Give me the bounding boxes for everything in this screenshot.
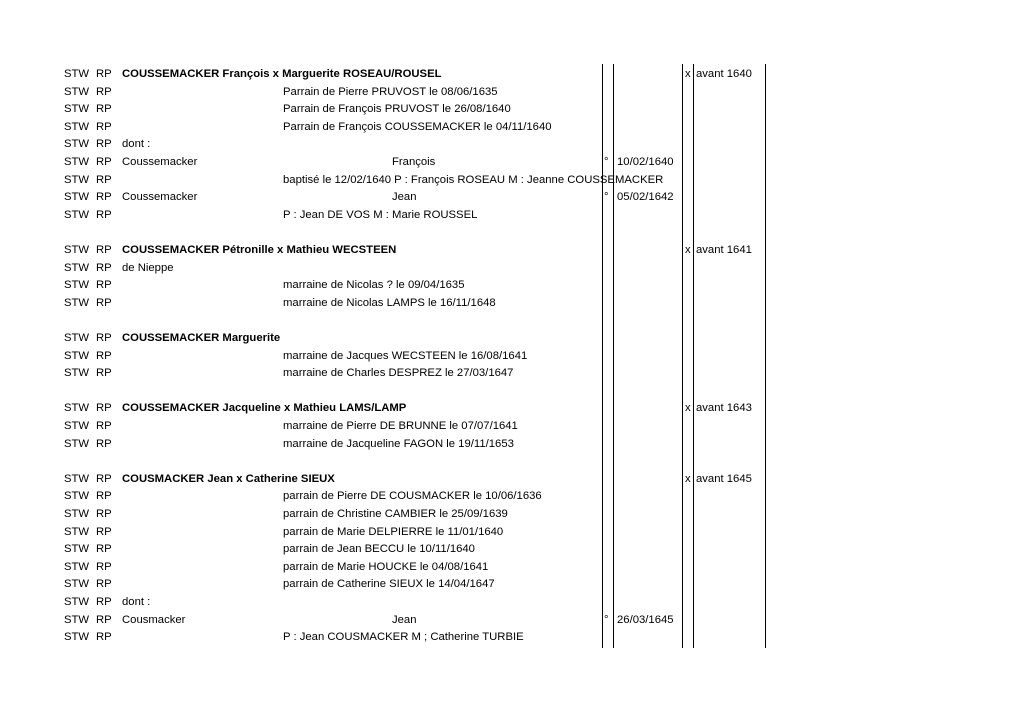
parish-code: STW — [64, 543, 90, 556]
event-cell: P : Jean COUSMACKER M ; Catherine TURBIE — [283, 631, 524, 644]
column-divider — [693, 64, 694, 648]
event-cell: marraine de Nicolas ? le 09/04/1635 — [283, 279, 465, 292]
register-code: RP — [96, 138, 112, 151]
table-row — [0, 348, 1024, 366]
parish-code: STW — [64, 613, 90, 626]
register-code: RP — [96, 508, 112, 520]
register-code: RP — [96, 613, 112, 626]
date-cell: 10/02/1640 — [617, 156, 674, 168]
register-code: RP — [96, 68, 112, 80]
event-cell: parrain de Pierre DE COUSMACKER le 10/06/1636 — [283, 490, 542, 503]
parish-code: STW — [64, 367, 90, 380]
parish-code: STW — [64, 244, 90, 256]
table-row — [0, 436, 1024, 454]
given-name-cell: Jean — [392, 191, 417, 204]
event-cell: Parrain de Pierre PRUVOST le 08/06/1635 — [283, 85, 498, 98]
table-row — [0, 400, 1024, 418]
table-row — [0, 295, 1024, 313]
table-row — [0, 66, 1024, 84]
parish-code: STW — [64, 525, 90, 538]
parish-code: STW — [64, 596, 90, 608]
birth-mark: ° — [604, 613, 609, 626]
parish-code: STW — [64, 208, 90, 221]
marriage-mark: x — [685, 402, 691, 415]
table-row — [0, 136, 1024, 154]
event-cell: parrain de Marie DELPIERRE le 11/01/1640 — [283, 525, 504, 538]
marriage-mark: x — [685, 472, 691, 485]
table-row — [0, 559, 1024, 577]
given-name-cell: Jean — [392, 613, 417, 626]
birth-mark: ° — [604, 191, 609, 204]
table-row — [0, 101, 1024, 119]
table-row — [0, 84, 1024, 102]
table-row — [0, 576, 1024, 594]
event-cell: marraine de Pierre DE BRUNNE le 07/07/1641 — [283, 420, 518, 432]
register-code: RP — [96, 332, 112, 344]
parish-code: STW — [64, 560, 90, 573]
parish-code: STW — [64, 402, 90, 415]
parish-code: STW — [64, 508, 90, 520]
event-cell: P : Jean DE VOS M : Marie ROUSSEL — [283, 208, 478, 221]
event-cell: parrain de Catherine SIEUX le 14/04/1647 — [283, 578, 495, 591]
register-code: RP — [96, 420, 112, 432]
parish-code: STW — [64, 420, 90, 432]
register-code: RP — [96, 173, 112, 186]
parish-code: STW — [64, 437, 90, 450]
register-code: RP — [96, 103, 112, 116]
parish-code: STW — [64, 120, 90, 133]
register-code: RP — [96, 402, 112, 415]
parish-code: STW — [64, 173, 90, 186]
name-cell: dont : — [122, 138, 151, 151]
register-code: RP — [96, 296, 112, 309]
date-cell: 05/02/1642 — [617, 191, 674, 204]
event-cell: marraine de Charles DESPREZ le 27/03/1647 — [283, 367, 514, 380]
table-row — [0, 119, 1024, 137]
name-cell: COUSSEMACKER Pétronille x Mathieu WECSTEEN — [122, 244, 397, 256]
parish-code: STW — [64, 349, 90, 362]
given-name-cell: François — [392, 156, 436, 168]
table-row — [0, 172, 1024, 190]
name-cell: de Nieppe — [122, 261, 174, 274]
table-row — [0, 524, 1024, 542]
table-row — [0, 594, 1024, 612]
marriage-date-cell: avant 1641 — [696, 244, 752, 256]
event-cell: marraine de Nicolas LAMPS le 16/11/1648 — [283, 296, 496, 309]
table-row — [0, 189, 1024, 207]
parish-code: STW — [64, 578, 90, 591]
parish-code: STW — [64, 279, 90, 292]
column-divider — [682, 64, 683, 648]
table-row — [0, 506, 1024, 524]
name-cell: Coussemacker — [122, 156, 198, 168]
table-row — [0, 207, 1024, 225]
name-cell: Cousmacker — [122, 613, 186, 626]
table-row — [0, 629, 1024, 647]
register-code: RP — [96, 191, 112, 204]
register-code: RP — [96, 279, 112, 292]
parish-code: STW — [64, 296, 90, 309]
event-cell: Parrain de François PRUVOST le 26/08/1640 — [283, 103, 511, 116]
name-cell: Coussemacker — [122, 191, 198, 204]
table-row — [0, 154, 1024, 172]
register-code: RP — [96, 560, 112, 573]
table-row — [0, 418, 1024, 436]
table-row — [0, 277, 1024, 295]
register-code: RP — [96, 244, 112, 256]
register-code: RP — [96, 156, 112, 168]
marriage-date-cell: avant 1643 — [696, 402, 752, 415]
name-cell: COUSSEMACKER François x Marguerite ROSEAU/ROUSEL — [122, 68, 442, 80]
parish-code: STW — [64, 103, 90, 116]
table-row — [0, 260, 1024, 278]
column-divider — [613, 64, 614, 648]
table-row — [0, 330, 1024, 348]
table-row — [0, 612, 1024, 630]
birth-mark: ° — [604, 156, 609, 168]
event-cell: parrain de Marie HOUCKE le 04/08/1641 — [283, 560, 489, 573]
name-cell: COUSMACKER Jean x Catherine SIEUX — [122, 472, 335, 485]
name-cell: COUSSEMACKER Jacqueline x Mathieu LAMS/LAMP — [122, 402, 407, 415]
name-cell: COUSSEMACKER Marguerite — [122, 332, 281, 344]
column-divider — [765, 64, 766, 648]
marriage-mark: x — [685, 244, 691, 256]
parish-code: STW — [64, 138, 90, 151]
event-cell: parrain de Christine CAMBIER le 25/09/1639 — [283, 508, 508, 520]
register-code: RP — [96, 349, 112, 362]
parish-code: STW — [64, 156, 90, 168]
register-code: RP — [96, 578, 112, 591]
parish-code: STW — [64, 191, 90, 204]
marriage-mark: x — [685, 68, 691, 80]
event-cell: Parrain de François COUSSEMACKER le 04/11/1640 — [283, 120, 552, 133]
table-row — [0, 541, 1024, 559]
register-code: RP — [96, 85, 112, 98]
table-row — [0, 488, 1024, 506]
event-cell: marraine de Jacqueline FAGON le 19/11/1653 — [283, 437, 514, 450]
parish-code: STW — [64, 631, 90, 644]
parish-code: STW — [64, 261, 90, 274]
register-code: RP — [96, 437, 112, 450]
table-row — [0, 365, 1024, 383]
parish-code: STW — [64, 85, 90, 98]
register-code: RP — [96, 367, 112, 380]
parish-code: STW — [64, 472, 90, 485]
column-divider — [602, 64, 603, 648]
event-cell: parrain de Jean BECCU le 10/11/1640 — [283, 543, 475, 556]
register-code: RP — [96, 261, 112, 274]
event-cell: baptisé le 12/02/1640 P : François ROSEAU M : Jeanne COUSSEMACKER — [283, 173, 664, 186]
register-code: RP — [96, 596, 112, 608]
register-code: RP — [96, 208, 112, 221]
register-code: RP — [96, 472, 112, 485]
register-code: RP — [96, 120, 112, 133]
marriage-date-cell: avant 1645 — [696, 472, 752, 485]
parish-code: STW — [64, 490, 90, 503]
register-code: RP — [96, 543, 112, 556]
marriage-date-cell: avant 1640 — [696, 68, 752, 80]
register-code: RP — [96, 631, 112, 644]
register-code: RP — [96, 490, 112, 503]
date-cell: 26/03/1645 — [617, 613, 674, 626]
parish-code: STW — [64, 68, 90, 80]
parish-code: STW — [64, 332, 90, 344]
table-row — [0, 242, 1024, 260]
event-cell: marraine de Jacques WECSTEEN le 16/08/1641 — [283, 349, 528, 362]
table-row — [0, 471, 1024, 489]
name-cell: dont : — [122, 596, 151, 608]
register-code: RP — [96, 525, 112, 538]
